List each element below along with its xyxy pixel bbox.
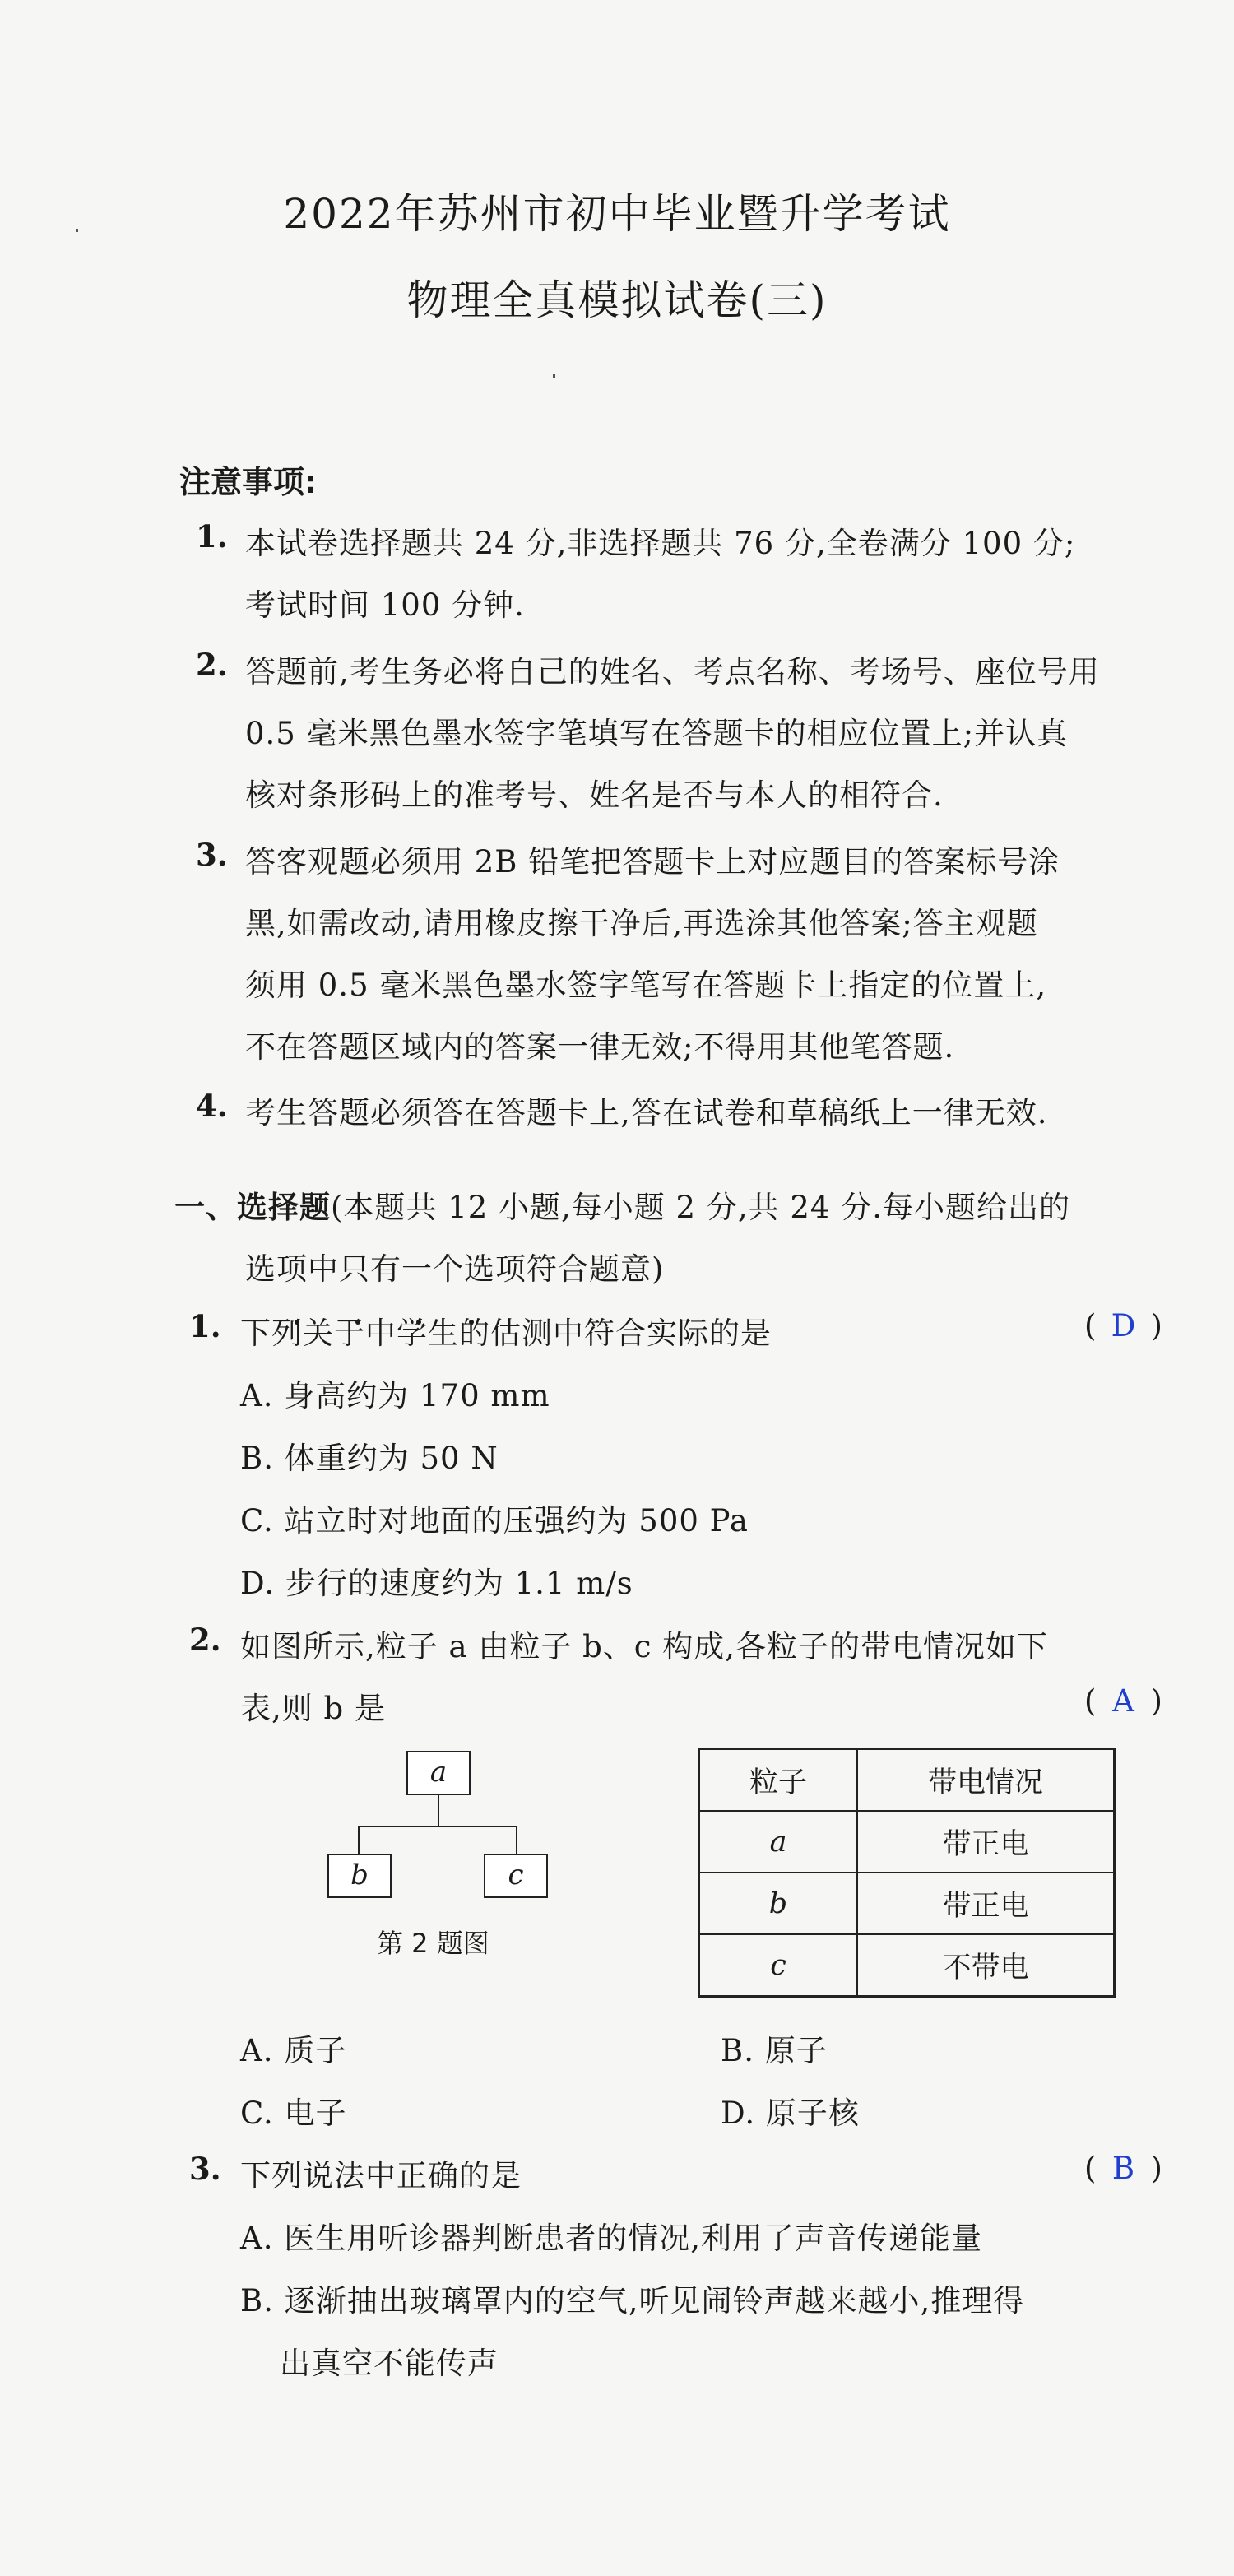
option-b: B. 体重约为 50 N bbox=[240, 1441, 499, 1476]
table-row bbox=[699, 1934, 1115, 1997]
notice-item-number: 3. bbox=[196, 837, 228, 873]
answer-bracket: ( D ) bbox=[1084, 1308, 1162, 1344]
table-row bbox=[699, 1873, 1115, 1934]
question-number: 3. bbox=[189, 2151, 221, 2187]
notice-item-text: 答客观题必须用 2B 铅笔把答题卡上对应题目的答案标号涂 bbox=[245, 844, 1060, 880]
question-stem: 如图所示,粒子 a 由粒子 b、c 构成,各粒子的带电情况如下 bbox=[240, 1629, 1049, 1664]
question-number: 1. bbox=[189, 1308, 221, 1344]
section-title: 一、选择题 bbox=[174, 1190, 331, 1225]
option-d: D. 原子核 bbox=[721, 2096, 860, 2131]
notice-item-text: 核对条形码上的准考号、姓名是否与本人的相符合. bbox=[245, 777, 944, 813]
notice-item-number: 2. bbox=[196, 647, 228, 683]
answer-letter: B bbox=[1111, 2151, 1135, 2186]
option-b: B. 逐渐抽出玻璃罩内的空气,听见闹铃声越来越小,推理得 bbox=[240, 2283, 1025, 2318]
notice-item-number: 4. bbox=[196, 1088, 228, 1124]
table-cell: b bbox=[699, 1873, 858, 1934]
notice-item-text: 本试卷选择题共 24 分,非选择题共 76 分,全卷满分 100 分; bbox=[245, 526, 1076, 561]
question-stem: 下列说法中正确的是 bbox=[240, 2158, 522, 2193]
scan-speck bbox=[553, 374, 555, 378]
answer-bracket: ( A ) bbox=[1084, 1683, 1162, 1719]
notice-item-text: 不在答题区域内的答案一律无效;不得用其他笔答题. bbox=[245, 1029, 955, 1065]
option-a: A. 质子 bbox=[240, 2033, 347, 2068]
option-c: C. 站立时对地面的压强约为 500 Pa bbox=[240, 1503, 749, 1539]
question-number: 2. bbox=[189, 1622, 221, 1658]
table-cell: c bbox=[699, 1934, 858, 1997]
scan-speck bbox=[76, 229, 78, 232]
figure-caption: 第 2 题图 bbox=[377, 1928, 489, 1959]
section-heading bbox=[174, 1182, 1070, 1227]
charge-table bbox=[698, 1748, 1116, 1998]
answer-letter: D bbox=[1111, 1308, 1136, 1344]
notice-heading: 注意事项: bbox=[179, 464, 318, 500]
particle-box-b: b bbox=[327, 1854, 392, 1898]
option-a: A. 身高约为 170 mm bbox=[240, 1378, 550, 1413]
option-b: B. 原子 bbox=[721, 2033, 828, 2068]
answer-letter: A bbox=[1112, 1683, 1134, 1719]
table-cell: 带正电 bbox=[857, 1811, 1115, 1873]
notice-item-text: 考生答题必须答在答题卡上,答在试卷和草稿纸上一律无效. bbox=[245, 1095, 1048, 1130]
particle-diagram bbox=[321, 1748, 559, 1913]
table-cell: a bbox=[699, 1811, 858, 1873]
section-description: (本题共 12 小题,每小题 2 分,共 24 分.每小题给出的 bbox=[331, 1190, 1070, 1225]
exam-title-line1: 2022年苏州市初中毕业暨升学考试 bbox=[283, 190, 951, 238]
question-stem: 下列关于中学生的估测中符合实际的是 bbox=[240, 1316, 772, 1351]
particle-box-a: a bbox=[406, 1751, 471, 1795]
section-description-line2: 选项中只有一个选项符合题意) bbox=[245, 1251, 665, 1287]
table-cell: 带正电 bbox=[857, 1873, 1115, 1934]
notice-item-text: 考试时间 100 分钟. bbox=[245, 587, 525, 623]
table-header-row bbox=[699, 1749, 1115, 1812]
question-stem-line2: 表,则 b 是 bbox=[240, 1691, 386, 1726]
answer-bracket: ( B ) bbox=[1084, 2151, 1162, 2186]
notice-item-text: 0.5 毫米黑色墨水签字笔填写在答题卡的相应位置上;并认真 bbox=[245, 716, 1069, 751]
table-row bbox=[699, 1811, 1115, 1873]
notice-item-number: 1. bbox=[196, 518, 228, 555]
option-c: C. 电子 bbox=[240, 2096, 347, 2131]
notice-item-text: 须用 0.5 毫米黑色墨水签字笔写在答题卡上指定的位置上, bbox=[245, 968, 1047, 1003]
exam-title-line2: 物理全真模拟试卷(三) bbox=[406, 276, 828, 324]
table-header-cell: 带电情况 bbox=[857, 1749, 1115, 1812]
option-a: A. 医生用听诊器判断患者的情况,利用了声音传递能量 bbox=[240, 2221, 983, 2256]
particle-box-c: c bbox=[484, 1854, 548, 1898]
table-cell: 不带电 bbox=[857, 1934, 1115, 1997]
table-header-cell: 粒子 bbox=[699, 1749, 858, 1812]
option-b-continued: 出真空不能传声 bbox=[280, 2346, 499, 2381]
notice-item-text: 黑,如需改动,请用橡皮擦干净后,再选涂其他答案;答主观题 bbox=[245, 906, 1038, 941]
option-d: D. 步行的速度约为 1.1 m/s bbox=[240, 1566, 633, 1601]
notice-item-text: 答题前,考生务必将自己的姓名、考点名称、考场号、座位号用 bbox=[245, 654, 1100, 689]
